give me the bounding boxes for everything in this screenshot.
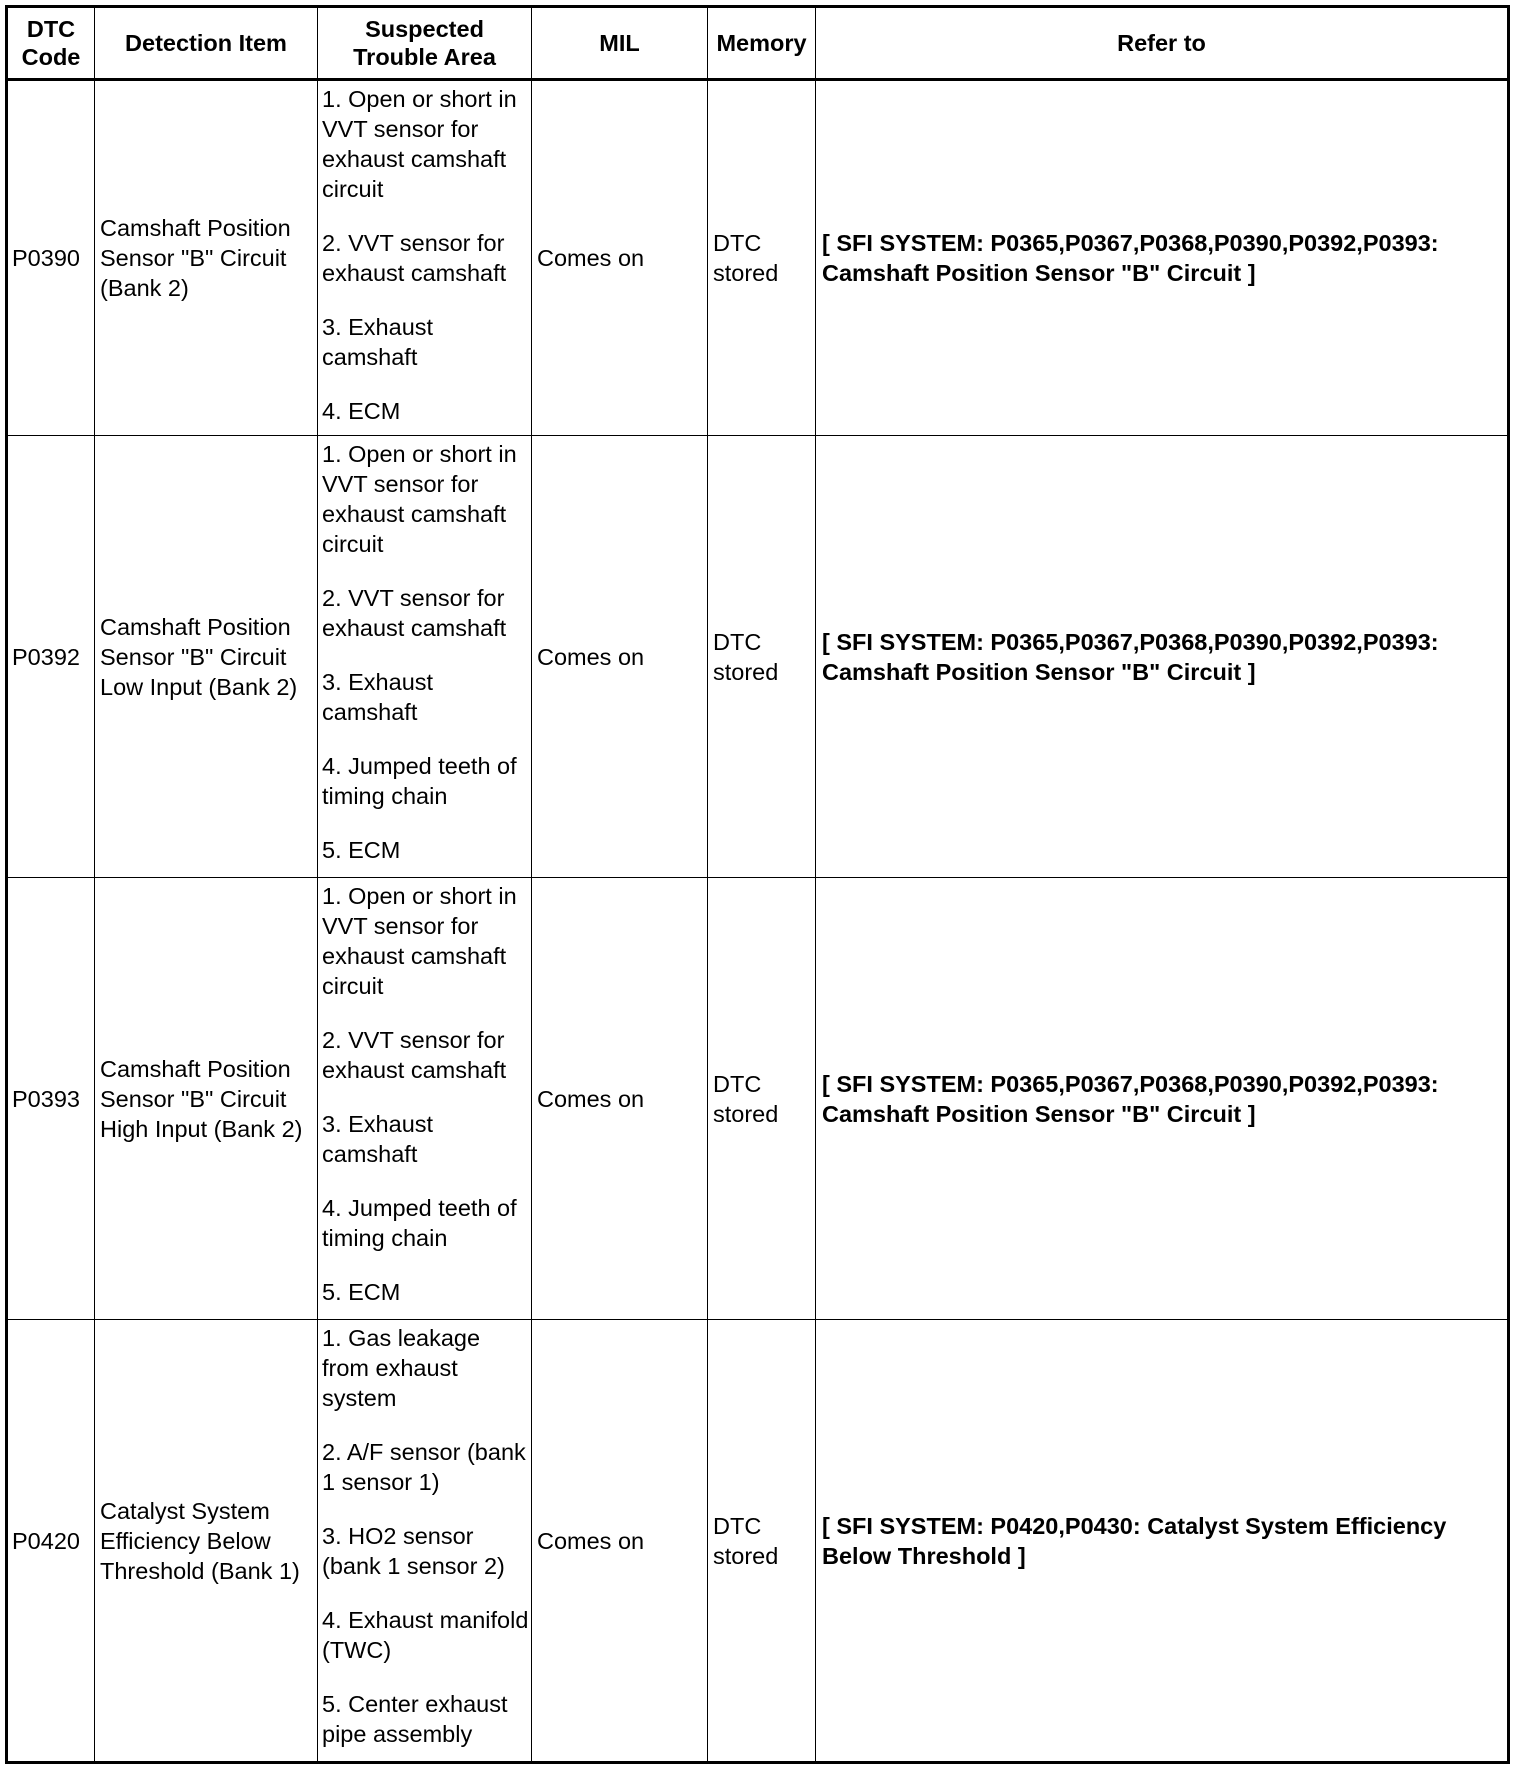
trouble-area-item: 2. VVT sensor for exhaust camshaft: [322, 1027, 507, 1083]
trouble-area-item: 2. A/F sensor (bank 1 sensor 1): [322, 1439, 526, 1495]
trouble-area-item: 1. Open or short in VVT sensor for exhaust camshaft circuit: [322, 441, 517, 557]
table-row: [7, 1320, 1509, 1763]
memory-cell: DTC stored: [708, 878, 816, 1320]
trouble-area-item: 1. Gas leakage from exhaust system: [322, 1325, 481, 1411]
header-refer-to: Refer to: [816, 7, 1509, 80]
trouble-area-item: 5. ECM: [322, 1279, 401, 1305]
trouble-area-item: 4. Jumped teeth of timing chain: [322, 1195, 517, 1251]
trouble-area-item: 5. ECM: [322, 837, 401, 863]
trouble-area-cell: [318, 1320, 532, 1763]
trouble-area-item: 3. Exhaust camshaft: [322, 669, 434, 725]
header-memory: Memory: [708, 7, 816, 80]
table-row: [7, 878, 1509, 1320]
dtc-table: [5, 5, 1510, 1764]
trouble-area-item: 4. Jumped teeth of timing chain: [322, 753, 517, 809]
header-suspected-trouble-area: Suspected Trouble Area: [318, 7, 532, 80]
mil-cell: Comes on: [532, 1320, 708, 1763]
trouble-area-item: 2. VVT sensor for exhaust camshaft: [322, 585, 507, 641]
header-mil: MIL: [532, 7, 708, 80]
table-body: [7, 80, 1509, 1763]
dtc-code-cell: P0420: [7, 1320, 95, 1763]
trouble-area-item: 3. Exhaust camshaft: [322, 314, 434, 370]
trouble-area-item: 3. Exhaust camshaft: [322, 1111, 434, 1167]
refer-to-link[interactable]: [ SFI SYSTEM: P0365,P0367,P0368,P0390,P0392,P0393: Camshaft Position Sensor "B" Circuit ]: [816, 80, 1509, 436]
trouble-area-item: 4. Exhaust manifold (TWC): [322, 1607, 529, 1663]
refer-to-link[interactable]: [ SFI SYSTEM: P0420,P0430: Catalyst System Efficiency Below Threshold ]: [816, 1320, 1509, 1763]
dtc-code-cell: P0390: [7, 80, 95, 436]
detection-item-cell: Camshaft Position Sensor "B" Circuit Low Input (Bank 2): [95, 436, 318, 878]
header-row: [7, 7, 1509, 80]
header-detection-item: Detection Item: [95, 7, 318, 80]
memory-cell: DTC stored: [708, 80, 816, 436]
header-dtc-code: DTC Code: [7, 7, 95, 80]
trouble-area-item: 3. HO2 sensor (bank 1 sensor 2): [322, 1523, 505, 1579]
memory-cell: DTC stored: [708, 436, 816, 878]
detection-item-cell: Catalyst System Efficiency Below Threshold (Bank 1): [95, 1320, 318, 1763]
trouble-area-cell: [318, 80, 532, 436]
table-row: [7, 80, 1509, 436]
refer-to-link[interactable]: [ SFI SYSTEM: P0365,P0367,P0368,P0390,P0392,P0393: Camshaft Position Sensor "B" Circuit ]: [816, 878, 1509, 1320]
trouble-area-item: 1. Open or short in VVT sensor for exhaust camshaft circuit: [322, 86, 517, 202]
trouble-area-item: 4. ECM: [322, 398, 401, 424]
trouble-area-item: 2. VVT sensor for exhaust camshaft: [322, 230, 507, 286]
mil-cell: Comes on: [532, 436, 708, 878]
trouble-area-cell: [318, 878, 532, 1320]
mil-cell: Comes on: [532, 80, 708, 436]
detection-item-cell: Camshaft Position Sensor "B" Circuit High Input (Bank 2): [95, 878, 318, 1320]
memory-cell: DTC stored: [708, 1320, 816, 1763]
dtc-code-cell: P0393: [7, 878, 95, 1320]
trouble-area-item: 1. Open or short in VVT sensor for exhaust camshaft circuit: [322, 883, 517, 999]
mil-cell: Comes on: [532, 878, 708, 1320]
trouble-area-item: 5. Center exhaust pipe assembly: [322, 1691, 508, 1747]
table-row: [7, 436, 1509, 878]
detection-item-cell: Camshaft Position Sensor "B" Circuit (Bank 2): [95, 80, 318, 436]
dtc-code-cell: P0392: [7, 436, 95, 878]
trouble-area-cell: [318, 436, 532, 878]
table-header: [7, 7, 1509, 80]
refer-to-link[interactable]: [ SFI SYSTEM: P0365,P0367,P0368,P0390,P0392,P0393: Camshaft Position Sensor "B" Circuit ]: [816, 436, 1509, 878]
